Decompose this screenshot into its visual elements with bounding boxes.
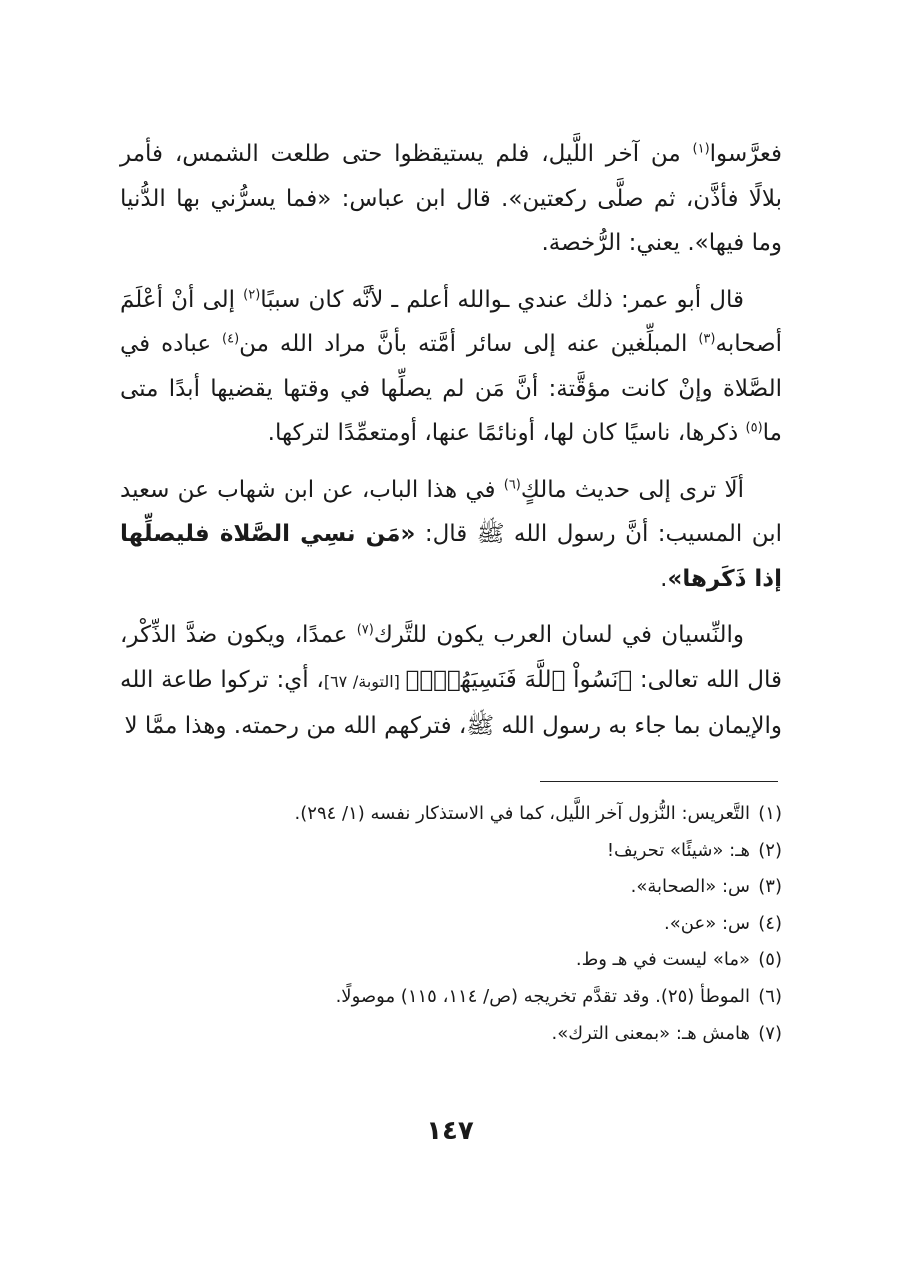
paragraph-1 [120,132,782,266]
footnote-text: الموطأ (٢٥). وقد تقدَّم تخريجه (ص/ ١١٤، ١١٥) موصولًا. [335,985,750,1007]
hadith-quote: «مَن نسِي الصَّلاة فليصلِّها إذا ذَكَرها» [120,521,782,592]
footnote-number: (٧) [758,1022,782,1044]
footnote-ref-7: (٧) [356,622,374,638]
text-run: من آخر اللَّيل، فلم يستيقظوا حتى طلعت الشمس، فأمر بلالًا فأذَّن، ثم صلَّى ركعتين». قال ابن عباس: «فما يسرُّني بها الدُّنيا وما فيها». يعني: الرُّخصة. [120,141,782,256]
footnote-item [180,833,782,870]
text-run: والنِّسيان في لسان العرب يكون للتَّرك [373,622,744,648]
text-run: إلى أنْ أعْلَمَ أصحابه [120,286,782,357]
footnote-text: التَّعريس: النُّزول آخر اللَّيل، كما في الاستذكار نفسه (١/ ٢٩٤). [294,803,750,824]
footnote-item [180,942,782,979]
text-run: في هذا الباب، عن ابن شهاب عن سعيد ابن المسيب: أنَّ رسول الله ﷺ قال: [120,476,782,547]
footnote-ref-5: (٥) [745,420,763,436]
footnote-number: (٢) [758,839,782,861]
footnote-ref-3: (٣) [698,331,716,347]
text-run: . [660,565,668,592]
text-run: عباده في الصَّلاة وإنْ كانت مؤقَّتة: أنَّ مَن لم يصلِّها في وقتها يقضيها أبدًا متى ما [120,331,782,446]
page-number: ١٤٧ [426,1116,474,1146]
paragraph-4 [120,613,782,749]
text-run: المبلِّغين عنه إلى سائر أمَّته بأنَّ مراد الله من [239,331,699,357]
verse-reference: [التوبة/ ٦٧] [323,671,406,691]
footnote-ref-1: (١) [692,141,710,157]
quran-verse: ﴿نَسُواْ ٱللَّهَ فَنَسِيَهُمۡۚ﴾ [405,666,633,693]
paragraph-3 [120,468,782,602]
footnote-text: «ما» ليست في هـ وط. [575,949,750,971]
footnote-text: س: «عن». [664,912,750,934]
footnote-item [180,869,782,906]
footnote-number: (٦) [758,985,782,1007]
paragraph-2 [120,278,782,456]
main-text [120,132,782,761]
footnote-item [180,1016,782,1053]
footnote-ref-2: (٢) [243,286,261,302]
footnotes-list [180,796,782,1052]
text-run: فعرَّسوا [709,141,782,167]
footnote-item [180,979,782,1016]
footnote-item [180,796,782,833]
footnote-text: س: «الصحابة». [630,876,750,898]
footnote-ref-6: (٦) [503,476,521,492]
text-run: عمدًا، ويكون ضدَّ الذِّكْر، قال الله تعالى: [120,622,783,693]
text-run: قال أبو عمر: ذلك عندي ـوالله أعلم ـ لأنَّه كان سببًا [260,286,744,313]
footnote-text: هـ: «شيئًا» تحريف! [606,839,750,861]
footnote-number: (٥) [758,949,782,971]
footnote-item [180,906,782,943]
text-run: ألَا ترى إلى حديث مالكٍ [520,476,744,503]
footnote-ref-4: (٤) [222,331,240,347]
text-run: ، أي: تركوا طاعة الله والإيمان بما جاء به رسول الله ﷺ، فتركهم الله من رحمته. وهذا ممَّا لا [120,666,782,739]
footnote-number: (٣) [758,876,782,898]
footnote-number: (١) [758,803,782,824]
footnote-text: هامش هـ: «بمعنى الترك». [551,1022,750,1044]
text-run: ذكرها، ناسيًا كان لها، أونائمًا عنها، أومتعمِّدًا لتركها. [267,420,746,446]
footnote-number: (٤) [758,912,782,934]
footnote-divider [540,781,778,782]
